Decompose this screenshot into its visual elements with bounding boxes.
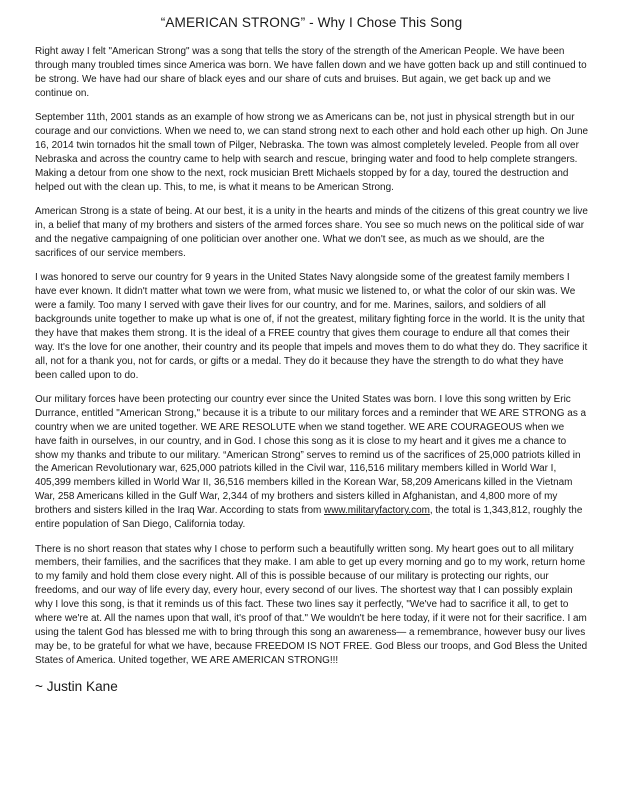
signature: ~ Justin Kane (35, 679, 118, 695)
paragraph-intro: Right away I felt "American Strong" was a song that tells the story of the strength of the American People. We have been through many troubled times since America was born. We have fallen down and we have gotten back up and still continued to be strong. We have had our share of black eyes and our share of cuts and bruises. But again, we get back up and we continue on. (35, 46, 587, 99)
paragraph-state-of-being: American Strong is a state of being. At our best, it is a unity in the hearts and minds of the citizens of this great country we live in, a belief that many of my brothers and sisters of the armed forces share. You see so much news on the political side of war and the negative campaigning of one politician over another one. What we don't see, as much as we should, are the sacrifices of our service members. (35, 206, 588, 259)
paragraph-military-forces-text: Our military forces have been protecting our country ever since the United States was born. I love this song written by Eric Durrance, entitled "American Strong," because it is a tribute to our military forces and a reminder that WE ARE STRONG as a country when we are united together. WE ARE RESOLUTE when we stand together. WE ARE COURAGEOUS when we have faith in ourselves, in our country, and in God. I chose this song as it is close to my heart and it gives me a chance to show my thanks and tribute to our military. “American Strong” serves to remind us of the sacrifices of 25,000 patriots killed in the American Revolutionary war, 625,000 patriots killed in the Civil war, 116,516 military members killed in World War I, 405,399 members killed in World War II, 36,516 members killed in the Korean War, 58,209 Americans killed in the Vietnam War, 258 Americans killed in the Gulf War, 2,344 of my brothers and sisters killed in Afghanistan, and 4,800 more of my brothers and sisters killed in the Iraq War. According to stats from (35, 393, 587, 517)
paragraph-military-forces (35, 393, 588, 532)
paragraph-military-forces-text-end: , the total is 1,343,812, roughly the entire population of San Diego, California today. (35, 505, 583, 531)
paragraph-september-11: September 11th, 2001 stands as an example of how strong we as Americans can be, not just in physical strength but in our courage and our convictions. When we need to, we can stand strong next to each other and hold each other up high. On June 16, 2014 twin tornados hit the small town of Pilger, Nebraska. The town was almost completely leveled. People from all over Nebraska and across the country came to help with search and rescue, bringing water and food to help complete strangers. Making a detour from one show to the next, rock musician Brett Michaels stopped by for a day, toured the destruction and helped out with the clean up. This, to me, is what it means to be American Strong. (35, 112, 588, 193)
page-title: “AMERICAN STRONG” - Why I Chose This Song (160, 15, 463, 30)
militaryfactory-link[interactable]: www.militaryfactory.com (324, 505, 430, 517)
paragraph-why-this-song: There is no short reason that states why I chose to perform such a beautifully written song. My heart goes out to all military members, their families, and the sacrifices that they make. I am able to get up every morning and go to my work, return home to my family and hold them close every night. All of this is possible because of our military is protecting our rights, our freedoms, and our way of life every day, every hour, every second of our lives. The shortest way that I can possibly explain why I love this song, is that it reminds us of this fact. These two lines say it perfectly, "We've had to sacrifice it all, to get to where we're at. All the names upon that wall, it's proof of that." We wouldn't be here today, if it were not for their sacrifice. I am using the talent God has blessed me with to bring through this song an awareness— a remembrance, however busy our lives may be, to be grateful for what we have, because FREEDOM IS NOT FREE. God Bless our troops, and God Bless the United States of America. United together, WE ARE AMERICAN STRONG!!! (35, 543, 588, 666)
paragraph-navy-service: I was honored to serve our country for 9 years in the United States Navy alongside some of the greatest family members I have ever known. It didn't matter what town we were from, what music we listened to, or what the color of our skin was. We were a family. Too many I served with gave their lives for our country, and for me. Marines, sailors, and soldiers of all backgrounds unite together to make up what is one of, if not the greatest, military fighting force in the world. It is the unity that they have that makes them strong. It is the ideal of a FREE country that gives them courage to endure all that comes their way. It's the love for one another, their country and its people that impels and moves them to do what they do. They sacrifice it all, not for a thank you, not for cards, or gifts or a medal. They do it because they have the strength to do what they have been called upon to do. (35, 272, 588, 381)
